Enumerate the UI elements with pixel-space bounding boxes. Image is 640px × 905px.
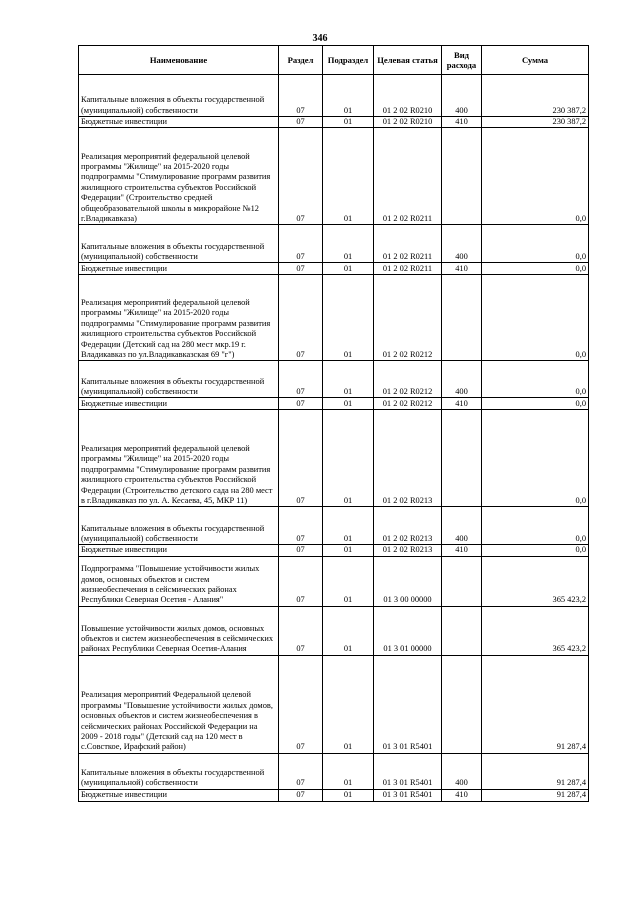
cell-statia: 01 2 02 R0213 — [374, 507, 442, 545]
cell-name: Бюджетные инвестиции — [79, 263, 279, 275]
cell-summa: 365 423,2 — [482, 556, 589, 606]
cell-razdel: 07 — [279, 128, 323, 225]
cell-razdel: 07 — [279, 789, 323, 801]
header-vid: Вид расхода — [442, 46, 482, 75]
table-row — [79, 753, 589, 789]
cell-vid: 400 — [442, 75, 482, 117]
cell-podrazdel: 01 — [323, 275, 374, 361]
cell-razdel: 07 — [279, 361, 323, 398]
cell-podrazdel: 01 — [323, 556, 374, 606]
cell-statia: 01 2 02 R0211 — [374, 128, 442, 225]
cell-summa: 91 287,4 — [482, 753, 589, 789]
header-name: Наименование — [79, 46, 279, 75]
cell-podrazdel: 01 — [323, 117, 374, 128]
cell-summa: 0,0 — [482, 128, 589, 225]
cell-name: Бюджетные инвестиции — [79, 398, 279, 410]
table-row — [79, 225, 589, 263]
cell-name: Реализация мероприятий федеральной целевой программы "Жилище" на 2015-2020 годы подпрограммы "Стимулирование программ развития жилищного строительства субъектов Российской Федерации (Детский сад на 280 мест мкр.19 г. Владикавказ по ул.Владикавказская 69 "г") — [79, 275, 279, 361]
cell-vid: 410 — [442, 398, 482, 410]
table-row — [79, 789, 589, 801]
table-header-row — [79, 46, 589, 75]
cell-podrazdel: 01 — [323, 75, 374, 117]
cell-summa: 0,0 — [482, 225, 589, 263]
cell-summa: 91 287,4 — [482, 655, 589, 753]
header-razdel: Раздел — [279, 46, 323, 75]
cell-vid — [442, 655, 482, 753]
cell-razdel: 07 — [279, 263, 323, 275]
cell-vid: 400 — [442, 753, 482, 789]
header-summa: Сумма — [482, 46, 589, 75]
cell-statia: 01 3 01 00000 — [374, 606, 442, 655]
cell-vid — [442, 128, 482, 225]
cell-podrazdel: 01 — [323, 398, 374, 410]
cell-podrazdel: 01 — [323, 606, 374, 655]
cell-razdel: 07 — [279, 75, 323, 117]
cell-vid: 400 — [442, 507, 482, 545]
cell-vid — [442, 410, 482, 507]
cell-vid — [442, 556, 482, 606]
cell-vid — [442, 606, 482, 655]
cell-podrazdel: 01 — [323, 545, 374, 556]
cell-name: Капитальные вложения в объекты государственной (муниципальной) собственности — [79, 361, 279, 398]
table-row — [79, 545, 589, 556]
cell-name: Реализация мероприятий федеральной целевой программы "Жилище" на 2015-2020 годы подпрограммы "Стимулирование программ развития жилищного строительства субъектов Российской Федерации (Строительство детского сада на 280 мест в г.Владикавказ по ул. А. Кесаева, 45, МКР 11) — [79, 410, 279, 507]
cell-razdel: 07 — [279, 606, 323, 655]
cell-podrazdel: 01 — [323, 410, 374, 507]
cell-summa: 91 287,4 — [482, 789, 589, 801]
cell-vid: 410 — [442, 789, 482, 801]
cell-razdel: 07 — [279, 556, 323, 606]
cell-podrazdel: 01 — [323, 361, 374, 398]
table-row — [79, 655, 589, 753]
cell-razdel: 07 — [279, 507, 323, 545]
cell-statia: 01 3 00 00000 — [374, 556, 442, 606]
cell-vid: 410 — [442, 263, 482, 275]
cell-razdel: 07 — [279, 225, 323, 263]
cell-summa: 365 423,2 — [482, 606, 589, 655]
table-row — [79, 606, 589, 655]
cell-statia: 01 2 02 R0212 — [374, 275, 442, 361]
cell-razdel: 07 — [279, 753, 323, 789]
cell-statia: 01 2 02 R0213 — [374, 410, 442, 507]
cell-name: Бюджетные инвестиции — [79, 545, 279, 556]
cell-name: Реализация мероприятий Федеральной целевой программы "Повышение устойчивости жилых домов, основных объектов и систем жизнеобеспечения в сейсмических районах Российской Федерации на 2009 - 2018 годы" (Детский сад на 120 мест в с.Совсткое, Ирафский район) — [79, 655, 279, 753]
cell-razdel: 07 — [279, 655, 323, 753]
cell-name: Реализация мероприятий федеральной целевой программы "Жилище" на 2015-2020 годы подпрограммы "Стимулирование программ развития жилищного строительства субъектов Российской Федерации" (Строительство средней общеобразовательной школы в микрорайоне №12 г.Владикавказа) — [79, 128, 279, 225]
table-row — [79, 410, 589, 507]
cell-vid — [442, 275, 482, 361]
table-row — [79, 361, 589, 398]
cell-name: Капитальные вложения в объекты государственной (муниципальной) собственности — [79, 225, 279, 263]
table-row — [79, 75, 589, 117]
cell-razdel: 07 — [279, 275, 323, 361]
cell-statia: 01 2 02 R0211 — [374, 263, 442, 275]
cell-name: Повышение устойчивости жилых домов, основных объектов и систем жизнеобеспечения в сейсмических районах Республики Северная Осетия-Алания — [79, 606, 279, 655]
budget-table — [78, 45, 589, 802]
cell-podrazdel: 01 — [323, 789, 374, 801]
cell-statia: 01 2 02 R0210 — [374, 75, 442, 117]
header-statia: Целевая статья — [374, 46, 442, 75]
cell-name: Бюджетные инвестиции — [79, 117, 279, 128]
cell-summa: 0,0 — [482, 398, 589, 410]
cell-podrazdel: 01 — [323, 225, 374, 263]
cell-vid: 410 — [442, 117, 482, 128]
cell-razdel: 07 — [279, 117, 323, 128]
cell-summa: 0,0 — [482, 275, 589, 361]
cell-summa: 0,0 — [482, 507, 589, 545]
header-podrazdel: Подраздел — [323, 46, 374, 75]
cell-name: Подпрограмма "Повышение устойчивости жилых домов, основных объектов и систем жизнеобеспечения в сейсмических районах Республики Северная Осетия - Алания" — [79, 556, 279, 606]
table-row — [79, 128, 589, 225]
cell-summa: 0,0 — [482, 263, 589, 275]
cell-summa: 230 387,2 — [482, 75, 589, 117]
cell-razdel: 07 — [279, 398, 323, 410]
cell-vid: 400 — [442, 361, 482, 398]
cell-statia: 01 3 01 R5401 — [374, 789, 442, 801]
cell-podrazdel: 01 — [323, 263, 374, 275]
page-number: 346 — [312, 33, 328, 44]
table-row — [79, 117, 589, 128]
cell-statia: 01 3 01 R5401 — [374, 753, 442, 789]
cell-name: Капитальные вложения в объекты государственной (муниципальной) собственности — [79, 507, 279, 545]
cell-statia: 01 2 02 R0211 — [374, 225, 442, 263]
table-row — [79, 275, 589, 361]
cell-name: Капитальные вложения в объекты государственной (муниципальной) собственности — [79, 75, 279, 117]
cell-statia: 01 2 02 R0213 — [374, 545, 442, 556]
cell-name: Капитальные вложения в объекты государственной (муниципальной) собственности — [79, 753, 279, 789]
cell-podrazdel: 01 — [323, 128, 374, 225]
cell-podrazdel: 01 — [323, 753, 374, 789]
cell-statia: 01 2 02 R0212 — [374, 398, 442, 410]
table-row — [79, 507, 589, 545]
cell-statia: 01 2 02 R0212 — [374, 361, 442, 398]
cell-summa: 0,0 — [482, 545, 589, 556]
table-row — [79, 398, 589, 410]
cell-razdel: 07 — [279, 545, 323, 556]
cell-summa: 0,0 — [482, 361, 589, 398]
cell-summa: 0,0 — [482, 410, 589, 507]
cell-podrazdel: 01 — [323, 507, 374, 545]
table-row — [79, 556, 589, 606]
cell-summa: 230 387,2 — [482, 117, 589, 128]
cell-podrazdel: 01 — [323, 655, 374, 753]
cell-name: Бюджетные инвестиции — [79, 789, 279, 801]
cell-statia: 01 3 01 R5401 — [374, 655, 442, 753]
cell-statia: 01 2 02 R0210 — [374, 117, 442, 128]
table-row — [79, 263, 589, 275]
cell-razdel: 07 — [279, 410, 323, 507]
cell-vid: 400 — [442, 225, 482, 263]
cell-vid: 410 — [442, 545, 482, 556]
